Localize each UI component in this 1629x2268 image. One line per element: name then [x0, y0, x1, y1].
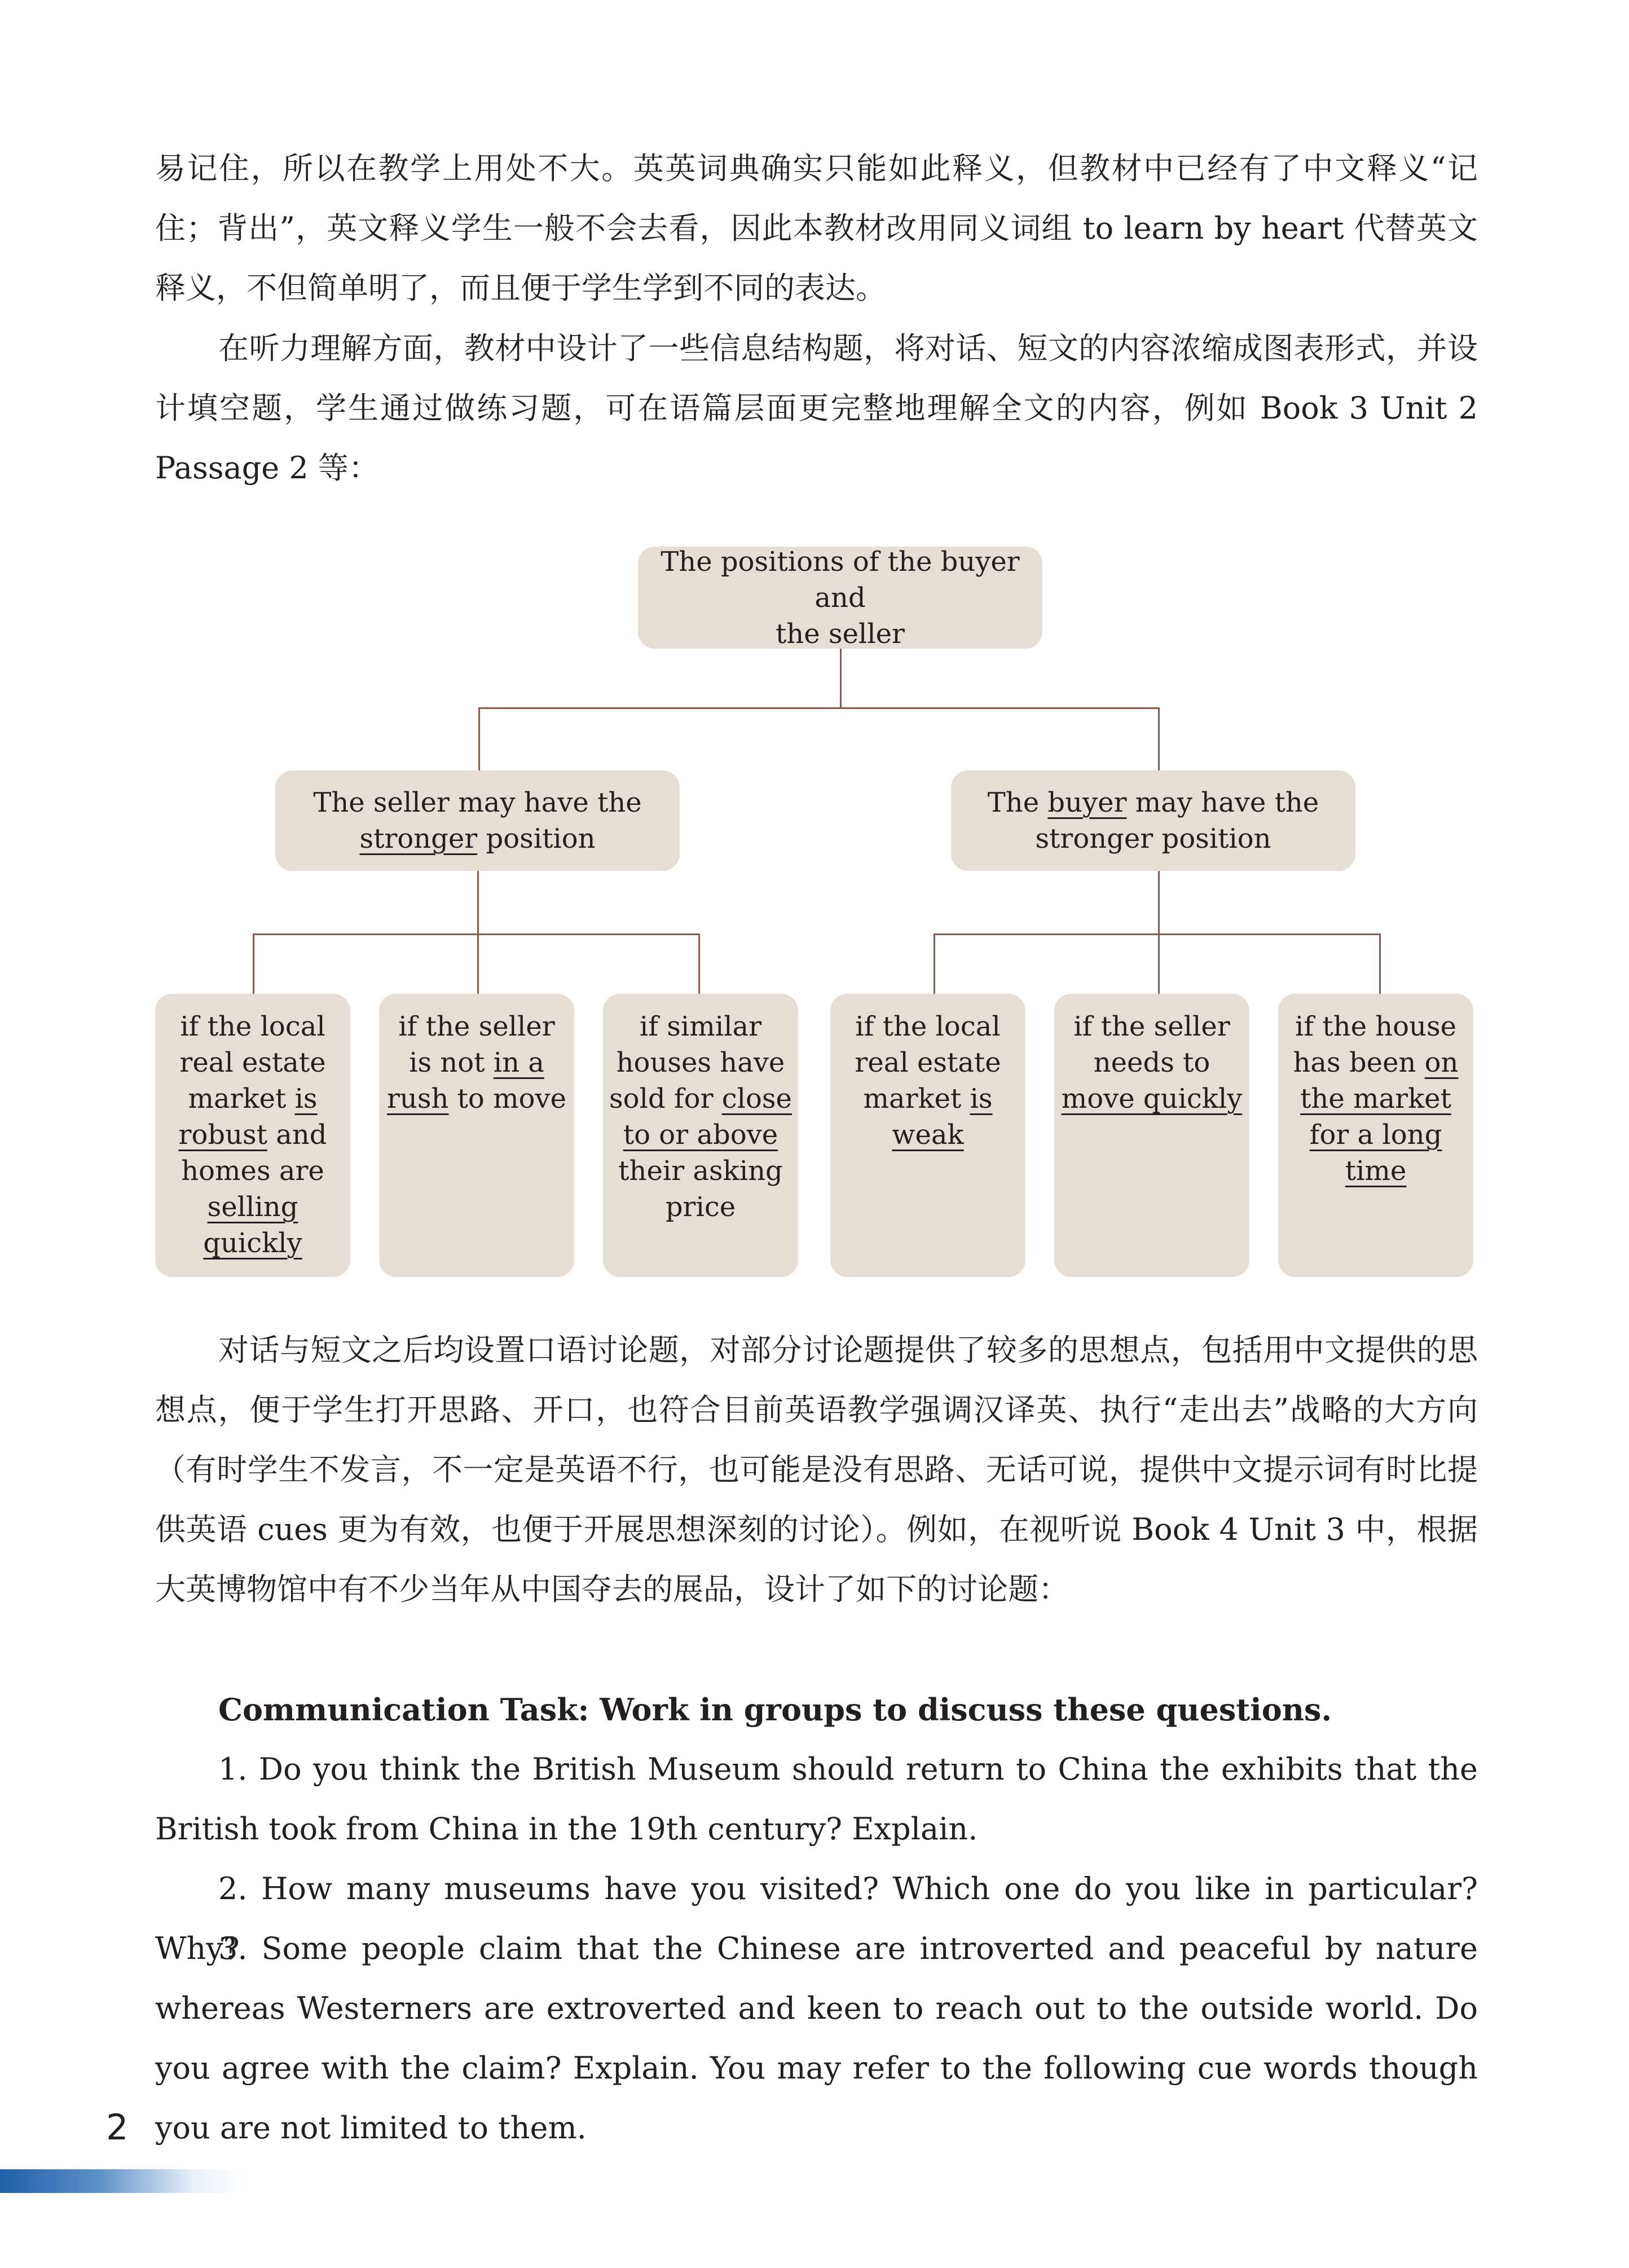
node-text — [855, 1009, 1001, 1153]
blank-answer: the market — [1300, 1083, 1451, 1115]
node-text — [313, 785, 641, 857]
connector-right-mid-down — [1158, 871, 1160, 994]
node-text: if the house — [1295, 1011, 1456, 1042]
leaf-robust-market — [155, 994, 350, 1277]
node-text: market — [188, 1083, 287, 1115]
blank-answer: robust — [178, 1119, 267, 1151]
seller-node-text-end: position — [486, 823, 596, 855]
node-text: homes are — [181, 1155, 324, 1187]
seller-node-text: The seller may have the — [313, 787, 642, 818]
node-text — [179, 1009, 327, 1261]
blank-answer: is — [294, 1083, 318, 1115]
node-text: real estate — [855, 1047, 1001, 1078]
node-text: market — [863, 1083, 962, 1115]
node-text — [1293, 1009, 1459, 1189]
paragraph-2: 在听力理解方面，教材中设计了一些信息结构题，将对话、短文的内容浓缩成图表形式，并设计填空题，学生通过做练习题，可在语篇层面更完整地理解全文的内容，例如 Book 3 Unit 2 Passage 2 等： — [155, 331, 1478, 486]
node-text: is not — [409, 1047, 485, 1078]
connector-right-leaf-3 — [1379, 933, 1381, 994]
blank-answer: for a long — [1309, 1119, 1442, 1151]
blank-answer: weak — [892, 1119, 964, 1151]
blank-answer: in a — [493, 1047, 544, 1078]
node-text: to move — [457, 1083, 567, 1115]
buyer-node-blank: buyer — [1047, 787, 1127, 818]
connector-left-down — [478, 707, 480, 772]
node-text: their asking — [618, 1155, 783, 1187]
question-3: 3. Some people claim that the Chinese are introverted and peaceful by nature whereas Westerners are extroverted and keen to reach out to the outside world. Do you agree with the claim? Explain. You may refer to the following cue words though you are not limited to them. — [155, 1931, 1478, 2146]
seller-node-blank: stronger — [359, 823, 478, 855]
root-line-1: The positions of the buyer and — [661, 545, 1020, 614]
buyer-node-text-end: stronger position — [1035, 823, 1271, 855]
node-text: and — [276, 1119, 327, 1151]
node-text — [988, 785, 1319, 857]
question-2: 2. How many museums have you visited? Which one do you like in particular? Why? — [155, 1871, 1478, 1966]
footer-accent-bar — [0, 2169, 243, 2193]
node-text: houses have — [616, 1047, 785, 1078]
node-text: real estate — [179, 1047, 326, 1078]
buyer-stronger-node — [951, 770, 1355, 871]
blank-answer: move quickly — [1061, 1083, 1243, 1115]
node-text: if similar — [639, 1011, 762, 1042]
blank-answer: rush — [386, 1083, 449, 1115]
leaf-seller-not-rushed — [379, 994, 574, 1277]
blank-answer: selling — [207, 1191, 298, 1223]
buyer-node-text-mid: may have the — [1135, 787, 1319, 818]
node-text: if the seller — [1073, 1011, 1230, 1042]
node-text: price — [665, 1191, 736, 1223]
connector-left-leaf-bar — [253, 933, 699, 935]
connector-right-leaf-1 — [934, 933, 935, 994]
node-text — [609, 1009, 792, 1225]
node-text: needs to — [1093, 1047, 1210, 1078]
blank-answer: quickly — [203, 1227, 302, 1259]
node-text: sold for — [609, 1083, 714, 1115]
node-text: has been — [1293, 1047, 1416, 1078]
question-1: 1. Do you think the British Museum should return to China the exhibits that the British took from China in the 19th century? Explain. — [155, 1751, 1478, 1847]
leaf-weak-market — [830, 994, 1025, 1277]
node-text: if the local — [180, 1011, 325, 1042]
diagram-root-node — [638, 547, 1042, 649]
connector-right-leaf-bar — [934, 933, 1380, 935]
connector-root-down — [840, 649, 842, 708]
node-text — [387, 1009, 566, 1117]
communication-task-title: Communication Task: Work in groups to discuss these questions. — [218, 1692, 1332, 1728]
connector-right-down — [1158, 707, 1160, 772]
leaf-seller-must-move — [1054, 994, 1249, 1277]
blank-answer: to or above — [623, 1119, 778, 1151]
leaf-similar-houses-sold — [603, 994, 798, 1277]
leaf-house-long-on-market — [1278, 994, 1473, 1277]
blank-answer: on — [1424, 1047, 1459, 1078]
paragraph-1: 易记住，所以在教学上用处不大。英英词典确实只能如此释义，但教材中已经有了中文释义“记住；背出”，英文释义学生一般不会去看，因此本教材改用同义词组 to learn by heart 代替英文释义，不但简单明了，而且便于学生学到不同的表达。 — [155, 151, 1478, 306]
node-text — [638, 544, 1042, 652]
blank-answer: is — [970, 1083, 993, 1115]
connector-level1-bar — [478, 707, 1159, 709]
connector-left-leaf-1 — [253, 933, 254, 994]
buyer-node-text: The — [987, 787, 1040, 818]
node-text: if the local — [855, 1011, 1001, 1042]
paragraph-3: 对话与短文之后均设置口语讨论题，对部分讨论题提供了较多的思想点，包括用中文提供的思想点，便于学生打开思路、开口，也符合目前英语教学强调汉译英、执行“走出去”战略的大方向（有时学生不发言，不一定是英语不行，也可能是没有思路、无话可说，提供中文提示词有时比提供英语 cues 更为有效，也便于开展思想深刻的讨论）。例如，在视听说 Book 4 Unit 3 中，根据大英博物馆中有不少当年从中国夺去的展品，设计了如下的讨论题： — [155, 1332, 1478, 1607]
blank-answer: close — [721, 1083, 792, 1115]
connector-left-leaf-3 — [698, 933, 700, 994]
connector-left-mid-down — [477, 871, 479, 994]
blank-answer: time — [1345, 1155, 1407, 1187]
node-text — [1062, 1009, 1243, 1117]
node-text: if the seller — [398, 1011, 555, 1042]
seller-stronger-node — [275, 770, 680, 871]
root-line-2: the seller — [776, 618, 905, 650]
page-number: 2 — [106, 2107, 129, 2148]
